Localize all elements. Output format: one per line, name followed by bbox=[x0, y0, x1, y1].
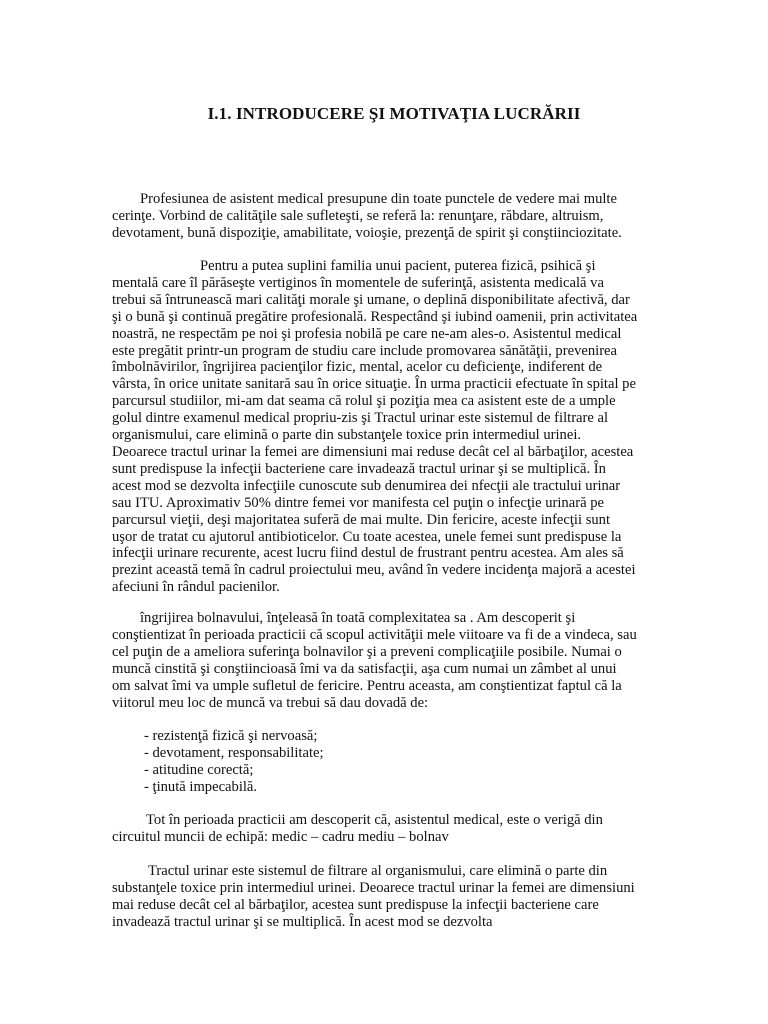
paragraph-profession: Profesiunea de asistent medical presupune din toate punctele de vedere mai multe cerinţe. Vorbind de calităţile sale sufleteşti, se referă la: renunţare, răbdare, altruism, devotament, bună dispoziţie, amabilitate, voioşie, prezenţă de spirit şi conştiinciozitate. bbox=[112, 191, 622, 241]
paragraph-urinary-tract: Tractul urinar este sistemul de filtrare al organismului, care elimină o parte din substanţele toxice prin intermediul urinei. Deoarece tractul urinar la femei are dimensiuni mai reduse decât cel al bărbaţilor, acestea sunt predispuse la infecţii bacteriene care invadează tractul urinar şi se multiplică. În acest mod se dezvolta bbox=[112, 863, 635, 930]
list-item: - devotament, responsabilitate; bbox=[144, 745, 324, 761]
qualities-list bbox=[144, 728, 324, 796]
paragraph-teamwork: Tot în perioada practicii am descoperit că, asistentul medical, este o verigă din circuitul muncii de echipă: medic – cadru mediu – bolnav bbox=[112, 812, 603, 845]
list-item: - rezistenţă fizică şi nervoasă; bbox=[144, 728, 318, 744]
list-item: - atitudine corectă; bbox=[144, 762, 254, 778]
list-item: - ţinută impecabilă. bbox=[144, 779, 258, 795]
chapter-title: I.1. INTRODUCERE ŞI MOTIVAŢIA LUCRĂRII bbox=[207, 104, 581, 123]
paragraph-practice: îngrijirea bolnavului, înţeleasă în toată complexitatea sa . Am descoperit şi conştientizat în perioada practicii că scopul activităţii mele viitoare va fi de a vindeca, sau cel puţin de a ameliora suferinţa bolnavilor şi a preveni complicaţiile posibile. Numai o muncă cinstită şi conştiincioasă îmi va da satisfacţii, aşa cum numai un zâmbet al unui om salvat îmi va umple sufletul de fericire. Pentru aceasta, am conştientizat faptul că la viitorul meu loc de muncă va trebui să dau dovadă de: bbox=[112, 610, 637, 711]
paragraph-patient-care: Pentru a putea suplini familia unui pacient, puterea fizică, psihică şi mentală care îl părăseşte vertiginos în momentele de suferinţă, asistenta medicală va trebui să întrunească mari calităţi morale şi umane, o deplină disponibilitate afectivă, dar şi o bună şi continuă pregătire profesională. Respectând şi iubind oamenii, prin activitatea noastră, ne respectăm pe noi şi profesia nobilă pe care ne-am ales-o. Asistentul medical este pregătit printr-un program de studiu care include promovarea sănătăţii, prevenirea îmbolnăvirilor, îngrijirea pacienţilor fizic, mental, acelor cu deficienţe, indiferent de vârsta, în orice unitate sanitară sau în orice situaţie. În urma practicii efectuate în spital pe parcursul studiilor, mi-am dat seama că rolul şi poziţia mea ca asistent este de a umple golul dintre examenul medical propriu-zis şi Tractul urinar este sistemul de filtrare al organismului, care elimină o parte din substanţele toxice prin intermediul urinei. Deoarece tractul urinar la femei are dimensiuni mai reduse decât cel al bărbaţilor, acestea sunt predispuse la infecţii bacteriene care invadează tractul urinar şi se multiplică. În acest mod se dezvolta infecţiile cunoscute sub denumirea dei nfecţii ale tractului urinar sau ITU. Aproximativ 50% dintre femei vor manifesta cel puţin o infecţie urinară pe parcursul vieţii, deşi majoritatea suferă de mai multe. Din fericire, aceste infecţii sunt uşor de tratat cu ajutorul antibioticelor. Cu toate acestea, unele femei sunt predispuse la infecţii urinare recurente, acest lucru fiind destul de frustrant pentru acestea. Am ales să prezint această temă în cadrul proiectului meu, având în vedere incidenţa majoră a acestei afeciuni în rândul pacienilor. bbox=[112, 258, 638, 596]
